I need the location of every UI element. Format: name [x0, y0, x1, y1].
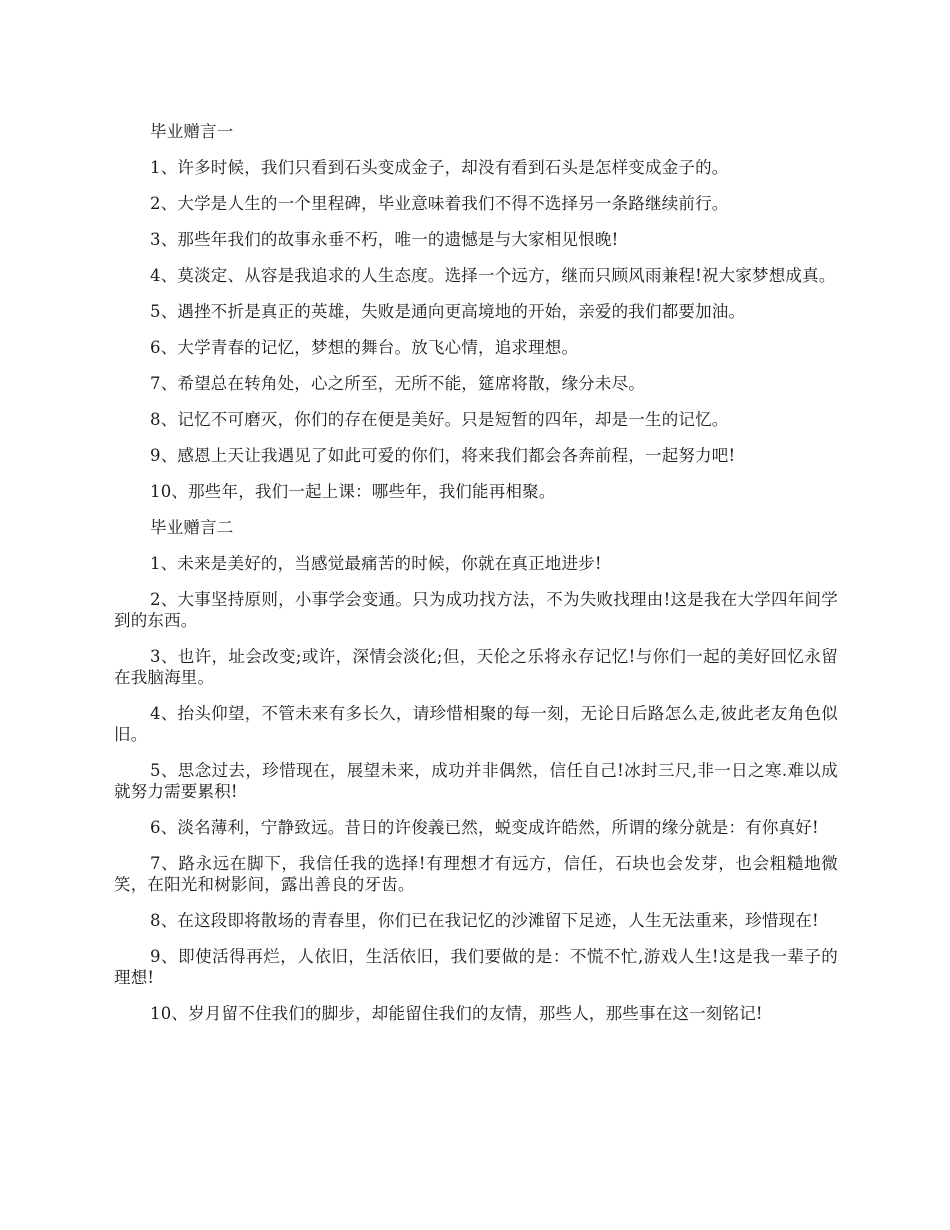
paragraph: 3、那些年我们的故事永垂不朽，唯一的遗憾是与大家相见恨晚! [150, 230, 619, 249]
paragraph: 10、岁月留不住我们的脚步，却能留住我们的友情，那些人，那些事在这一刻铭记! [150, 1004, 763, 1023]
paragraph: 9、感恩上天让我遇见了如此可爱的你们，将来我们都会各奔前程，一起努力吧! [150, 446, 736, 465]
paragraph: 1、未来是美好的，当感觉最痛苦的时候，你就在真正地进步! [150, 554, 602, 573]
paragraph: 5、遇挫不折是真正的英雄，失败是通向更高境地的开始，亲爱的我们都要加油。 [150, 302, 746, 321]
paragraph: 7、希望总在转角处，心之所至，无所不能，筵席将散，缘分未尽。 [150, 374, 645, 393]
paragraph: 3、也许，址会改变;或许，深情会淡化;但，天伦之乐将永存记忆!与你们一起的美好回忆永留在我脑海里。 [114, 647, 838, 687]
paragraph: 1、许多时候，我们只看到石头变成金子，却没有看到石头是怎样变成金子的。 [150, 158, 729, 177]
paragraph: 10、那些年，我们一起上课：哪些年，我们能再相聚。 [150, 482, 556, 501]
paragraph: 2、大事坚持原则，小事学会变通。只为成功找方法，不为失败找理由!这是我在大学四年间学到的东西。 [114, 590, 838, 630]
paragraph: 6、大学青春的记忆，梦想的舞台。放飞心情，追求理想。 [150, 338, 579, 357]
paragraph: 8、记忆不可磨灭，你们的存在便是美好。只是短暂的四年，却是一生的记忆。 [150, 410, 729, 429]
paragraph: 6、淡名薄利，宁静致远。昔日的许俊義已然，蜕变成许皓然，所谓的缘分就是：有你真好! [150, 818, 819, 837]
paragraph: 4、莫淡定、从容是我追求的人生态度。选择一个远方，继而只顾风雨兼程!祝大家梦想成真。 [150, 266, 836, 285]
section-heading-1: 毕业赠言一 [150, 122, 234, 141]
section-heading-2: 毕业赠言二 [150, 518, 234, 537]
document-body [114, 121, 838, 1039]
paragraph: 4、抬头仰望，不管未来有多长久，请珍惜相聚的每一刻，无论日后路怎么走,彼此老友角色似旧。 [114, 704, 838, 744]
paragraph: 7、路永远在脚下，我信任我的选择!有理想才有远方，信任，石块也会发芽，也会粗糙地微笑，在阳光和树影间，露出善良的牙齿。 [114, 854, 838, 894]
paragraph: 2、大学是人生的一个里程碑，毕业意味着我们不得不选择另一条路继续前行。 [150, 194, 729, 213]
paragraph: 9、即使活得再烂，人依旧，生活依旧，我们要做的是：不慌不忙,游戏人生!这是我一辈子的理想! [114, 947, 838, 987]
paragraph: 5、思念过去，珍惜现在，展望未来，成功并非偶然，信任自己!冰封三尺,非一日之寒.难以成就努力需要累积! [114, 761, 838, 801]
paragraph: 8、在这段即将散场的青春里，你们已在我记忆的沙滩留下足迹，人生无法重来，珍惜现在! [150, 911, 819, 930]
